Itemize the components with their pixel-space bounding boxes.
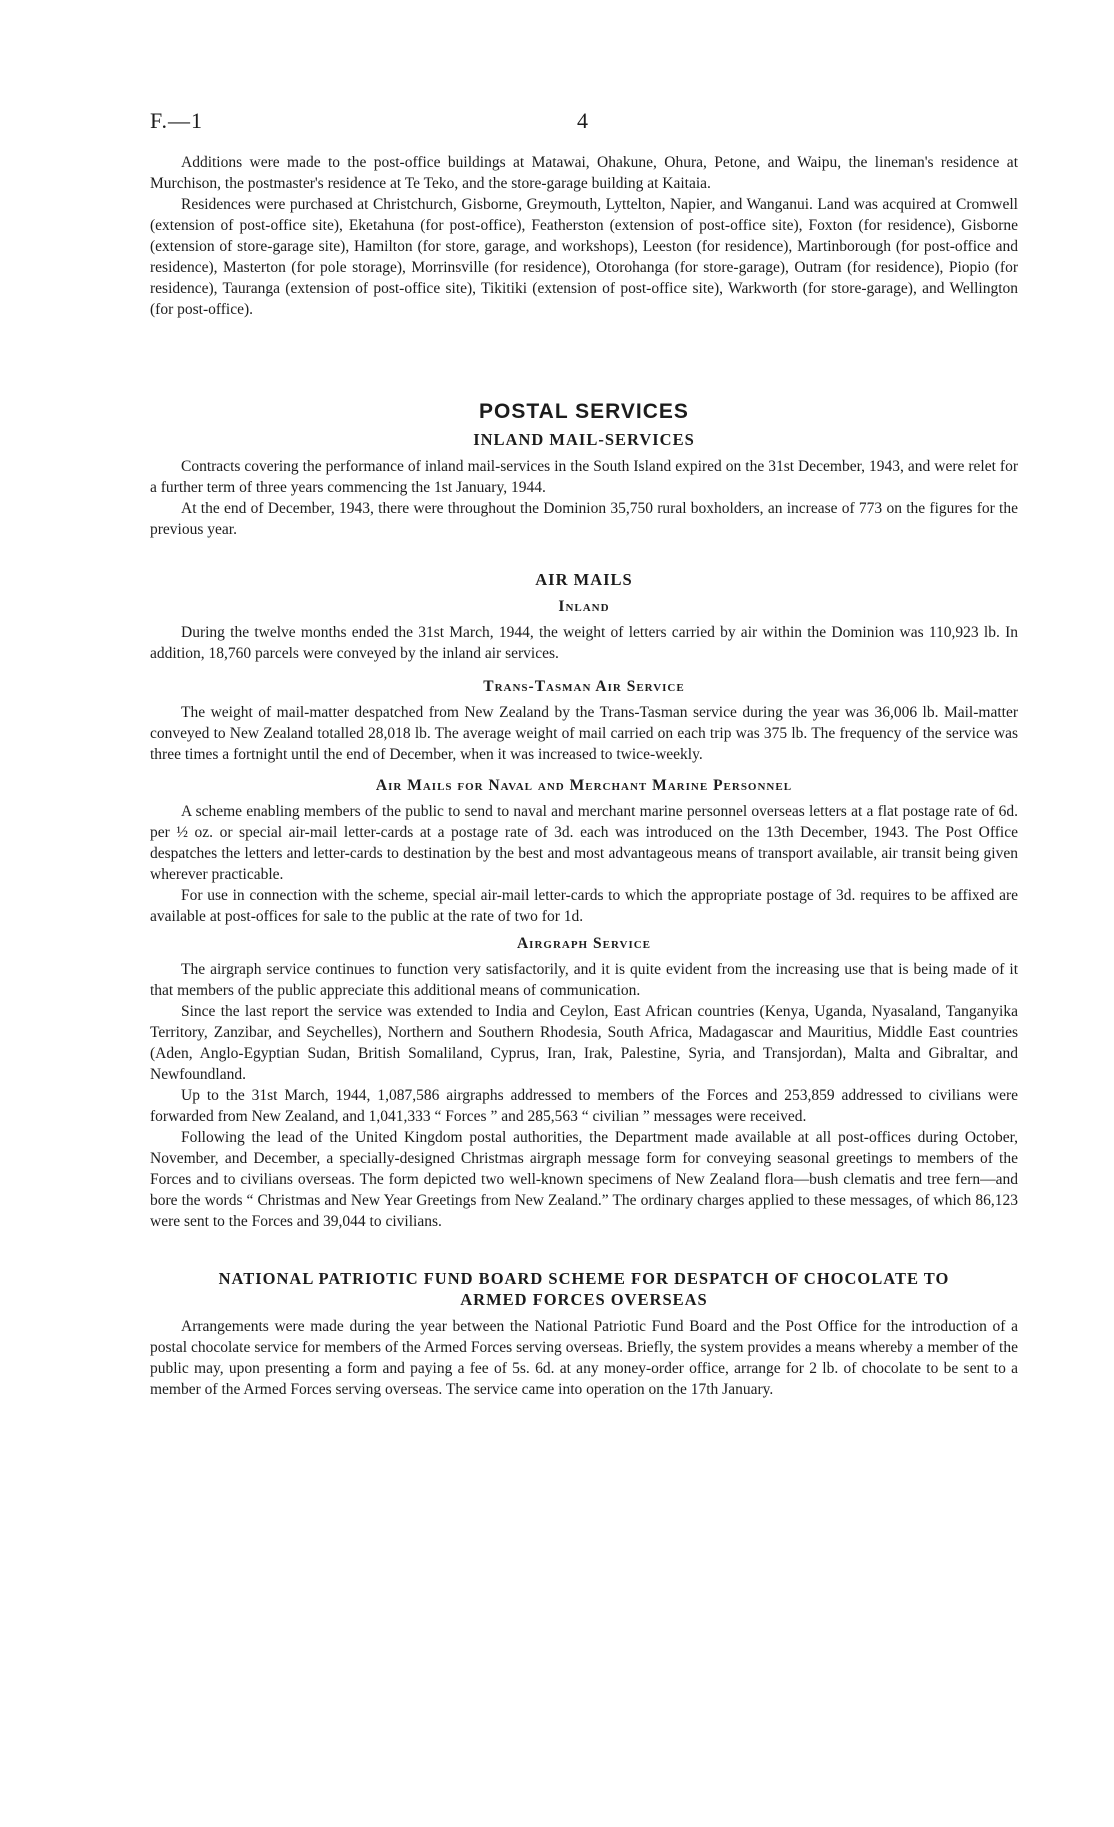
trans-tasman-heading: Trans-Tasman Air Service <box>483 678 685 695</box>
running-header <box>150 108 1018 138</box>
patriotic-fund-heading-line2: ARMED FORCES OVERSEAS <box>460 1290 708 1309</box>
christmas-airgraph-paragraph: Following the lead of the United Kingdom postal authorities, the Department made available at all post-offices during October, November, and December, a specially-designed Christmas airgraph message form for conveying seasonal greetings to members of the Forces and to civilians overseas. The form depicted two well-known specimens of New Zealand flora—bush clematis and tree fern—and bore the words “ Christmas and New Year Greetings from New Zealand.” The ordinary charges applied to these messages, of which 86,123 were sent to the Forces and 39,044 to civilians. <box>150 1129 1018 1230</box>
inland-mail-services-heading: INLAND MAIL-SERVICES <box>473 430 695 449</box>
airgraph-extension-paragraph: Since the last report the service was extended to India and Ceylon, East African countries (Kenya, Uganda, Nyasaland, Tanganyika Territory, Zanzibar, and Seychelles), Northern and Southern Rhodesia, South Africa, Madagascar and Mauritius, Middle East countries (Aden, Anglo-Egyptian Sudan, British Somaliland, Cyprus, Iran, Irak, Palestine, Syria, and Transjordan), Malta and Gibraltar, and Newfoundland. <box>150 1003 1018 1083</box>
postal-services-title: POSTAL SERVICES <box>479 400 689 423</box>
document-page <box>150 108 1018 1400</box>
inland-contracts-paragraph: Contracts covering the performance of inland mail-services in the South Island expired on the 31st December, 1943, and were relet for a further term of three years commencing the 1st January, 1944. <box>150 458 1018 496</box>
buildings-additions-paragraph: Additions were made to the post-office buildings at Matawai, Ohakune, Ohura, Petone, and Waipu, the lineman's residence at Murchison, the postmaster's residence at Te Teko, and the store-garage building at Kaitaia. <box>150 154 1018 192</box>
land-purchases-paragraph: Residences were purchased at Christchurch, Gisborne, Greymouth, Lyttelton, Napier, and Wanganui. Land was acquired at Cromwell (extension of post-office site), Eketahuna (for post-office), Featherston (extension of post-office site), Foxton (for residence), Gisborne (extension of store-garage site), Hamilton (for store, garage, and workshops), Leeston (for residence), Martinborough (for post-office and residence), Masterton (for pole storage), Morrinsville (for residence), Otorohanga (for store-garage), Outram (for residence), Piopio (for residence), Tauranga (extension of post-office site), Tikitiki (extension of post-office site), Warkworth (for store-garage), and Wellington (for post-office). <box>150 196 1018 318</box>
rural-boxholders-paragraph: At the end of December, 1943, there were throughout the Dominion 35,750 rural boxholders, an increase of 773 on the figures for the previous year. <box>150 500 1018 538</box>
inland-air-heading: Inland <box>558 598 610 615</box>
page-number: 4 <box>577 108 588 133</box>
airgraph-service-heading: Airgraph Service <box>516 935 652 952</box>
patriotic-fund-heading <box>150 1268 1018 1310</box>
inland-air-paragraph: During the twelve months ended the 31st March, 1944, the weight of letters carried by air within the Dominion was 110,923 lb. In addition, 18,760 parcels were conveyed by the inland air services. <box>150 624 1018 662</box>
patriotic-fund-heading-line1: NATIONAL PATRIOTIC FUND BOARD SCHEME FOR DESPATCH OF CHOCOLATE TO <box>218 1269 950 1288</box>
chocolate-service-paragraph: Arrangements were made during the year between the National Patriotic Fund Board and the Post Office for the introduction of a postal chocolate service for members of the Armed Forces serving overseas. Briefly, the system provides a means whereby a member of the public may, upon presenting a form and paying a fee of 5s. 6d. at any money-order office, arrange for 2 lb. of chocolate to be sent to a member of the Armed Forces serving overseas. The service came into operation on the 17th January. <box>150 1318 1018 1398</box>
naval-merchant-heading: Air Mails for Naval and Merchant Marine Personnel <box>375 777 793 794</box>
report-reference: F.—1 <box>150 108 203 133</box>
airgraph-counts-paragraph: Up to the 31st March, 1944, 1,087,586 airgraphs addressed to members of the Forces and 253,859 addressed to civilians were forwarded from New Zealand, and 1,041,333 “ Forces ” and 285,563 “ civilian ” messages were received. <box>150 1087 1018 1125</box>
air-mails-heading: AIR MAILS <box>535 570 633 589</box>
trans-tasman-paragraph: The weight of mail-matter despatched from New Zealand by the Trans-Tasman service during the year was 36,006 lb. Mail-matter conveyed to New Zealand totalled 28,018 lb. The average weight of mail carried on each trip was 375 lb. The frequency of the service was three times a fortnight until the end of December, when it was increased to twice-weekly. <box>150 704 1018 763</box>
letter-cards-paragraph: For use in connection with the scheme, special air-mail letter-cards to which the appropriate postage of 3d. requires to be affixed are available at post-offices for sale to the public at the rate of two for 1d. <box>150 887 1018 925</box>
airgraph-function-paragraph: The airgraph service continues to function very satisfactorily, and it is quite evident from the increasing use that is being made of it that members of the public appreciate this additional means of communication. <box>150 961 1018 999</box>
naval-scheme-paragraph: A scheme enabling members of the public to send to naval and merchant marine personnel overseas letters at a flat postage rate of 6d. per ½ oz. or special air-mail letter-cards at a postage rate of 3d. each was introduced on the 13th December, 1943. The Post Office despatches the letters and letter-cards to destination by the best and most advantageous means of transport available, air transit being given wherever practicable. <box>150 803 1018 883</box>
